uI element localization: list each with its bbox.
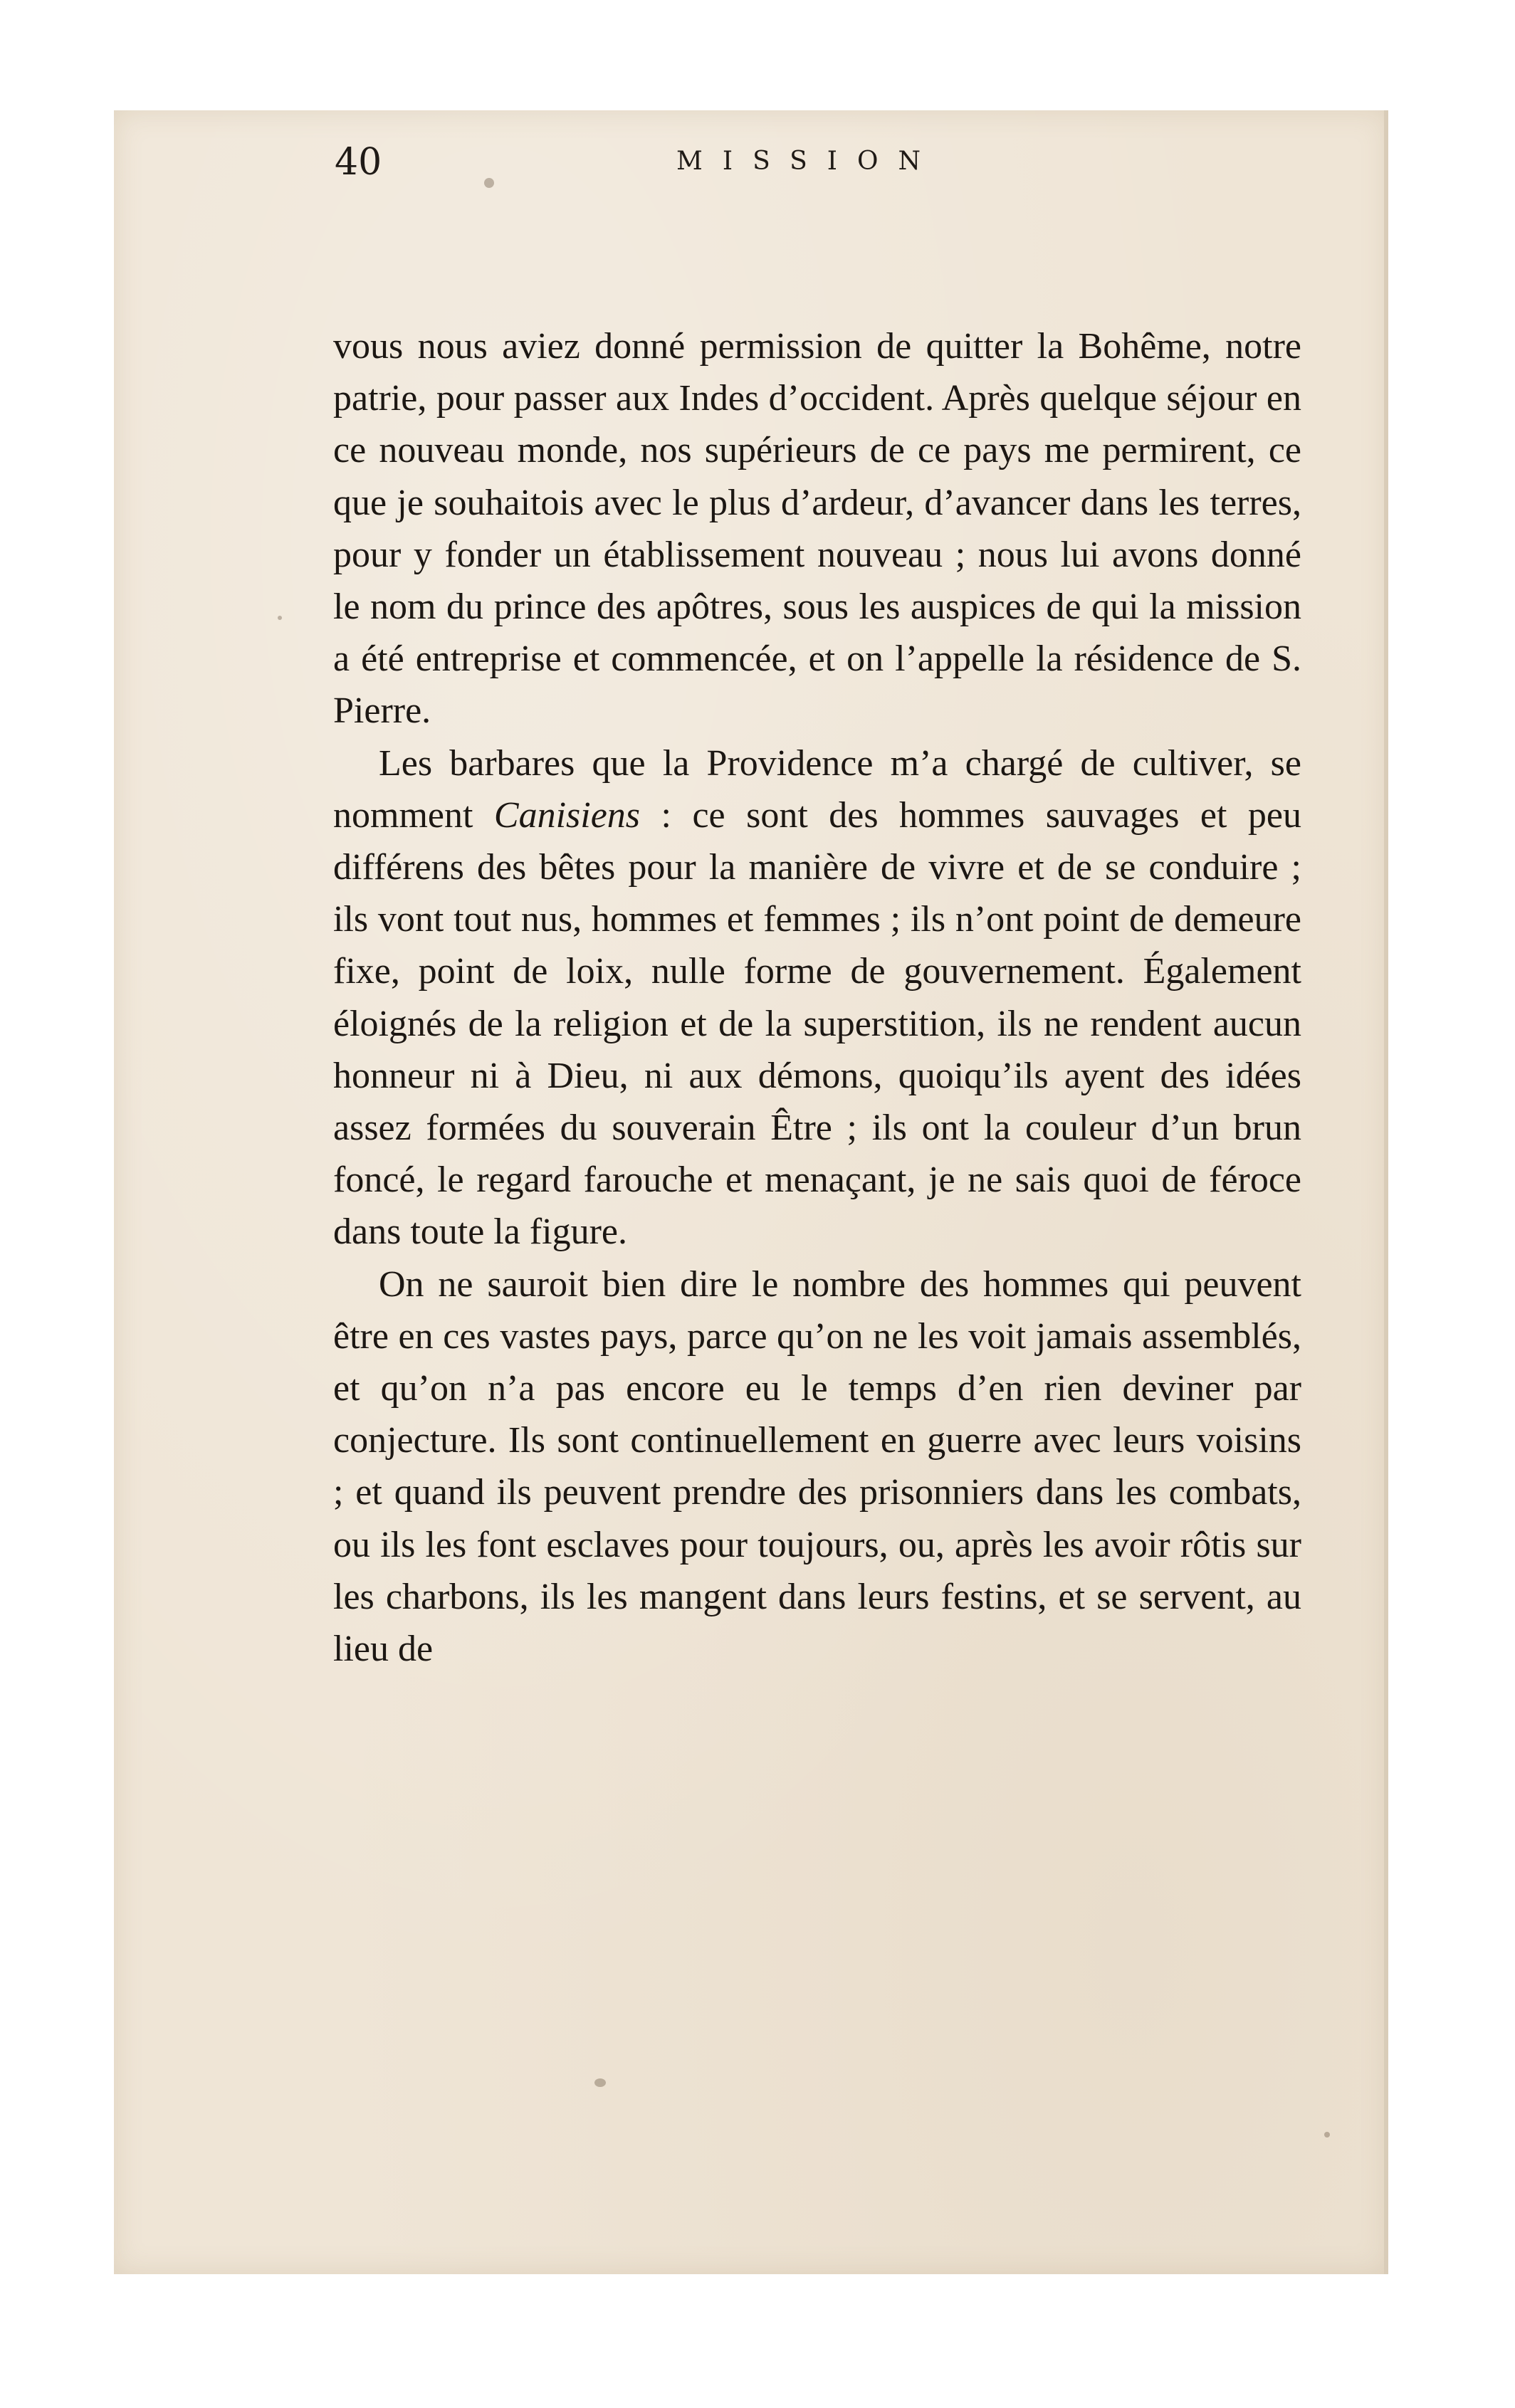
paper-speck (594, 2078, 606, 2087)
paper-speck (1324, 2132, 1330, 2138)
paper-speck (278, 616, 282, 620)
running-title: MISSION (676, 147, 941, 176)
page-edge (1384, 110, 1388, 2274)
paragraph-2 (333, 737, 1301, 1258)
body-text (333, 320, 1301, 1675)
paragraph-2-rest: : ce sont des hommes sauvages et peu différens des bêtes pour la manière de vivre et de se conduire ; ils vont tout nus, hommes et femmes ; ils n’ont point de demeure fixe, point de loix, nulle forme de gouvernement. Également éloignés de la religion et de la superstition, ils ne rendent aucun honneur ni à Dieu, ni aux démons, quoiqu’ils ayent des idées assez formées du souverain Être ; ils ont la couleur d’un brun foncé, le regard farouche et menaçant, je ne sais quoi de féroce dans toute la figure. (333, 794, 1302, 1253)
paragraph-3: On ne sauroit bien dire le nombre des hommes qui peuvent être en ces vastes pays, parce qu’on ne les voit jamais assemblés, et qu’on n’a pas encore eu le temps d’en rien deviner par conjecture. Ils sont continuellement en guerre avec leurs voisins ; et quand ils peuvent prendre des prisonniers dans les combats, ou ils les font esclaves pour toujours, ou, après les avoir rôtis sur les charbons, ils les mangent dans leurs festins, et se servent, au lieu de (333, 1263, 1301, 1670)
paragraph-1: vous nous aviez donné permission de quitter la Bohême, notre patrie, pour passer aux Indes d’occident. Après quelque séjour en ce nouveau monde, nos supérieurs de ce pays me permirent, ce que je souhaitois avec le plus d’ardeur, d’avancer dans les terres, pour y fonder un établissement nouveau ; nous lui avons donné le nom du prince des apôtres, sous les auspices de qui la mission a été entreprise et commencée, et on l’appelle la résidence de S. Pierre. (333, 326, 1301, 732)
paragraph-2-start: Les barbares que la Providence m’a chargé de cultiver, se nomment (333, 742, 1301, 836)
page-number: 40 (335, 141, 382, 184)
tribe-name-italic: Canisiens (493, 794, 641, 836)
page-header (221, 141, 1296, 191)
